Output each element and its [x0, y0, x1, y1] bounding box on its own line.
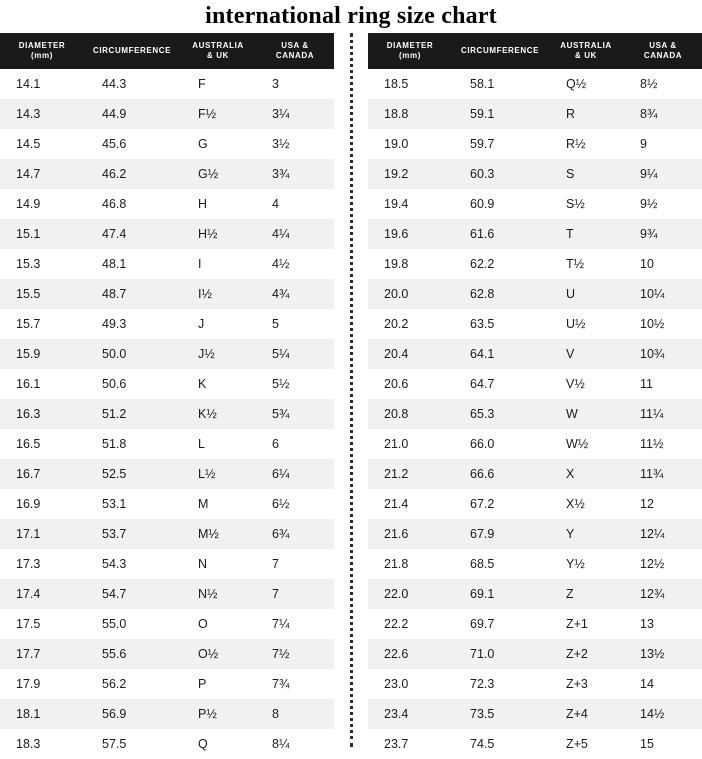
- table-cell: 7: [256, 579, 334, 609]
- table-cell: 4¾: [256, 279, 334, 309]
- right-table-head: [368, 33, 702, 69]
- header-usa-canada-line1: USA &: [649, 41, 677, 50]
- table-cell: I½: [180, 279, 256, 309]
- header-usa-canada-line2: CANADA: [275, 51, 315, 60]
- table-cell: M: [180, 489, 256, 519]
- table-cell: 71.0: [452, 639, 548, 669]
- dotted-line: [350, 33, 353, 747]
- table-cell: X: [548, 459, 624, 489]
- table-cell: 44.3: [84, 69, 180, 99]
- table-cell: Y½: [548, 549, 624, 579]
- table-cell: 18.8: [368, 99, 452, 129]
- table-cell: R½: [548, 129, 624, 159]
- table-cell: J½: [180, 339, 256, 369]
- table-row: [368, 429, 702, 459]
- table-cell: U½: [548, 309, 624, 339]
- table-cell: 21.8: [368, 549, 452, 579]
- table-cell: 15: [624, 729, 702, 759]
- table-cell: 13: [624, 609, 702, 639]
- table-cell: 64.7: [452, 369, 548, 399]
- table-cell: 15.7: [0, 309, 84, 339]
- table-cell: 62.2: [452, 249, 548, 279]
- table-row: [0, 669, 334, 699]
- table-cell: 17.5: [0, 609, 84, 639]
- header-australia-uk-line1: AUSTRALIA: [192, 41, 244, 50]
- table-row: [0, 729, 334, 759]
- table-cell: 55.0: [84, 609, 180, 639]
- table-cell: 6¾: [256, 519, 334, 549]
- left-table-wrap: [0, 33, 334, 759]
- table-cell: 7½: [256, 639, 334, 669]
- table-cell: 10¼: [624, 279, 702, 309]
- table-cell: 73.5: [452, 699, 548, 729]
- table-cell: S½: [548, 189, 624, 219]
- table-cell: 51.8: [84, 429, 180, 459]
- table-row: [368, 489, 702, 519]
- table-cell: 20.4: [368, 339, 452, 369]
- table-cell: 11¼: [624, 399, 702, 429]
- left-size-table: [0, 33, 334, 759]
- table-cell: 22.0: [368, 579, 452, 609]
- table-cell: K½: [180, 399, 256, 429]
- table-cell: 3¼: [256, 99, 334, 129]
- table-cell: 16.9: [0, 489, 84, 519]
- table-cell: 7¼: [256, 609, 334, 639]
- table-row: [0, 159, 334, 189]
- header-circumference: [452, 33, 548, 69]
- table-cell: 19.4: [368, 189, 452, 219]
- table-row: [368, 279, 702, 309]
- table-cell: S: [548, 159, 624, 189]
- table-cell: 16.3: [0, 399, 84, 429]
- table-cell: 15.1: [0, 219, 84, 249]
- table-cell: 3½: [256, 129, 334, 159]
- table-cell: 20.2: [368, 309, 452, 339]
- table-cell: 62.8: [452, 279, 548, 309]
- table-cell: 48.7: [84, 279, 180, 309]
- table-cell: 57.5: [84, 729, 180, 759]
- table-cell: 12½: [624, 549, 702, 579]
- table-cell: 23.0: [368, 669, 452, 699]
- table-row: [0, 249, 334, 279]
- table-cell: I: [180, 249, 256, 279]
- table-cell: W: [548, 399, 624, 429]
- table-cell: 9¼: [624, 159, 702, 189]
- table-cell: T½: [548, 249, 624, 279]
- table-cell: 67.2: [452, 489, 548, 519]
- left-header-row: [0, 33, 334, 69]
- table-cell: H½: [180, 219, 256, 249]
- table-cell: H: [180, 189, 256, 219]
- table-cell: Z+2: [548, 639, 624, 669]
- table-cell: 17.4: [0, 579, 84, 609]
- header-australia-uk: [180, 33, 256, 69]
- table-cell: 21.0: [368, 429, 452, 459]
- table-cell: 19.6: [368, 219, 452, 249]
- table-cell: Z+4: [548, 699, 624, 729]
- table-cell: 72.3: [452, 669, 548, 699]
- table-cell: 4¼: [256, 219, 334, 249]
- table-row: [0, 489, 334, 519]
- table-cell: 65.3: [452, 399, 548, 429]
- table-cell: 21.6: [368, 519, 452, 549]
- table-cell: 10¾: [624, 339, 702, 369]
- table-cell: 56.9: [84, 699, 180, 729]
- table-cell: 5¾: [256, 399, 334, 429]
- right-size-table: [368, 33, 702, 759]
- table-row: [0, 699, 334, 729]
- header-usa-canada-line2: CANADA: [643, 51, 683, 60]
- table-cell: Q½: [548, 69, 624, 99]
- table-cell: X½: [548, 489, 624, 519]
- table-row: [368, 549, 702, 579]
- table-cell: F½: [180, 99, 256, 129]
- right-table-body: [368, 69, 702, 759]
- table-cell: 14.5: [0, 129, 84, 159]
- table-cell: 61.6: [452, 219, 548, 249]
- table-cell: 8½: [624, 69, 702, 99]
- table-cell: 17.9: [0, 669, 84, 699]
- table-cell: 53.1: [84, 489, 180, 519]
- table-cell: 55.6: [84, 639, 180, 669]
- table-cell: 14.3: [0, 99, 84, 129]
- header-australia-uk: [548, 33, 624, 69]
- table-row: [368, 369, 702, 399]
- header-australia-uk-line2: & UK: [207, 51, 229, 60]
- table-cell: 6½: [256, 489, 334, 519]
- table-row: [0, 99, 334, 129]
- table-cell: 18.3: [0, 729, 84, 759]
- table-cell: J: [180, 309, 256, 339]
- table-row: [0, 369, 334, 399]
- table-cell: 12¾: [624, 579, 702, 609]
- table-cell: 74.5: [452, 729, 548, 759]
- table-cell: 8¾: [624, 99, 702, 129]
- table-cell: 14.1: [0, 69, 84, 99]
- table-cell: O: [180, 609, 256, 639]
- table-cell: 3¾: [256, 159, 334, 189]
- table-cell: 8¼: [256, 729, 334, 759]
- table-cell: 19.2: [368, 159, 452, 189]
- table-cell: 47.4: [84, 219, 180, 249]
- header-circumference-line1: CIRCUMFERENCE: [460, 46, 540, 55]
- table-cell: 20.8: [368, 399, 452, 429]
- table-cell: L½: [180, 459, 256, 489]
- table-cell: N½: [180, 579, 256, 609]
- table-row: [368, 339, 702, 369]
- table-cell: 22.2: [368, 609, 452, 639]
- table-cell: 49.3: [84, 309, 180, 339]
- header-usa-canada-line1: USA &: [281, 41, 309, 50]
- table-cell: 16.7: [0, 459, 84, 489]
- table-cell: 59.7: [452, 129, 548, 159]
- table-cell: 7¾: [256, 669, 334, 699]
- table-row: [0, 459, 334, 489]
- table-cell: G½: [180, 159, 256, 189]
- table-cell: 8: [256, 699, 334, 729]
- table-row: [0, 399, 334, 429]
- table-cell: 46.8: [84, 189, 180, 219]
- table-cell: K: [180, 369, 256, 399]
- table-row: [368, 159, 702, 189]
- table-cell: 9: [624, 129, 702, 159]
- table-cell: 14.7: [0, 159, 84, 189]
- header-usa-canada: [256, 33, 334, 69]
- table-cell: 46.2: [84, 159, 180, 189]
- header-diameter-line1: DIAMETER: [18, 41, 66, 50]
- table-cell: 23.4: [368, 699, 452, 729]
- table-cell: Y: [548, 519, 624, 549]
- table-cell: 20.0: [368, 279, 452, 309]
- table-cell: 19.0: [368, 129, 452, 159]
- table-cell: 50.0: [84, 339, 180, 369]
- table-cell: 54.7: [84, 579, 180, 609]
- table-cell: 17.3: [0, 549, 84, 579]
- table-cell: F: [180, 69, 256, 99]
- table-cell: 18.5: [368, 69, 452, 99]
- table-cell: V: [548, 339, 624, 369]
- header-diameter-line1: DIAMETER: [386, 41, 434, 50]
- table-cell: P½: [180, 699, 256, 729]
- tables-container: [0, 33, 702, 759]
- table-row: [0, 609, 334, 639]
- table-row: [0, 639, 334, 669]
- table-cell: 19.8: [368, 249, 452, 279]
- table-row: [0, 579, 334, 609]
- table-cell: 45.6: [84, 129, 180, 159]
- table-row: [368, 699, 702, 729]
- table-cell: Z+1: [548, 609, 624, 639]
- table-cell: 12: [624, 489, 702, 519]
- table-cell: M½: [180, 519, 256, 549]
- header-circumference-line1: CIRCUMFERENCE: [92, 46, 172, 55]
- table-cell: 9½: [624, 189, 702, 219]
- table-row: [0, 429, 334, 459]
- table-cell: 5¼: [256, 339, 334, 369]
- table-row: [368, 639, 702, 669]
- table-row: [0, 129, 334, 159]
- table-cell: 50.6: [84, 369, 180, 399]
- table-cell: 60.3: [452, 159, 548, 189]
- table-cell: 66.0: [452, 429, 548, 459]
- table-row: [368, 399, 702, 429]
- table-row: [368, 579, 702, 609]
- table-cell: 17.1: [0, 519, 84, 549]
- table-cell: Z: [548, 579, 624, 609]
- table-cell: 69.7: [452, 609, 548, 639]
- table-cell: 11½: [624, 429, 702, 459]
- table-cell: 6¼: [256, 459, 334, 489]
- left-table-head: [0, 33, 334, 69]
- vertical-dotted-divider: [334, 33, 368, 747]
- header-diameter: [0, 33, 84, 69]
- page-title: international ring size chart: [205, 3, 497, 29]
- table-row: [368, 99, 702, 129]
- table-cell: U: [548, 279, 624, 309]
- table-cell: 51.2: [84, 399, 180, 429]
- table-cell: Q: [180, 729, 256, 759]
- table-cell: 44.9: [84, 99, 180, 129]
- table-cell: N: [180, 549, 256, 579]
- table-cell: 67.9: [452, 519, 548, 549]
- table-row: [368, 129, 702, 159]
- right-header-row: [368, 33, 702, 69]
- table-row: [368, 609, 702, 639]
- table-cell: 66.6: [452, 459, 548, 489]
- table-row: [368, 729, 702, 759]
- table-cell: 56.2: [84, 669, 180, 699]
- table-cell: 58.1: [452, 69, 548, 99]
- table-row: [0, 189, 334, 219]
- right-table-wrap: [368, 33, 702, 759]
- table-row: [0, 339, 334, 369]
- table-cell: 69.1: [452, 579, 548, 609]
- table-cell: 60.9: [452, 189, 548, 219]
- table-row: [0, 69, 334, 99]
- table-cell: 10½: [624, 309, 702, 339]
- table-cell: 4: [256, 189, 334, 219]
- table-cell: Z+5: [548, 729, 624, 759]
- table-cell: 6: [256, 429, 334, 459]
- table-cell: 48.1: [84, 249, 180, 279]
- header-australia-uk-line2: & UK: [575, 51, 597, 60]
- table-cell: Z+3: [548, 669, 624, 699]
- table-cell: 59.1: [452, 99, 548, 129]
- table-cell: 68.5: [452, 549, 548, 579]
- table-cell: W½: [548, 429, 624, 459]
- table-row: [368, 309, 702, 339]
- table-row: [0, 219, 334, 249]
- table-cell: 4½: [256, 249, 334, 279]
- table-cell: 16.1: [0, 369, 84, 399]
- header-diameter-line2: (mm): [399, 51, 421, 60]
- table-cell: 18.1: [0, 699, 84, 729]
- header-diameter: [368, 33, 452, 69]
- table-cell: 21.2: [368, 459, 452, 489]
- table-row: [0, 519, 334, 549]
- table-row: [368, 189, 702, 219]
- table-cell: 17.7: [0, 639, 84, 669]
- table-row: [0, 309, 334, 339]
- table-cell: 13½: [624, 639, 702, 669]
- table-cell: 11¾: [624, 459, 702, 489]
- table-cell: 10: [624, 249, 702, 279]
- table-cell: T: [548, 219, 624, 249]
- table-cell: 20.6: [368, 369, 452, 399]
- left-table-body: [0, 69, 334, 759]
- table-cell: 9¾: [624, 219, 702, 249]
- table-cell: 11: [624, 369, 702, 399]
- table-cell: 23.7: [368, 729, 452, 759]
- header-circumference: [84, 33, 180, 69]
- header-australia-uk-line1: AUSTRALIA: [560, 41, 612, 50]
- table-row: [368, 519, 702, 549]
- table-cell: O½: [180, 639, 256, 669]
- table-cell: G: [180, 129, 256, 159]
- table-cell: 54.3: [84, 549, 180, 579]
- header-diameter-line2: (mm): [31, 51, 53, 60]
- table-cell: 14½: [624, 699, 702, 729]
- table-cell: 53.7: [84, 519, 180, 549]
- table-cell: V½: [548, 369, 624, 399]
- table-cell: 22.6: [368, 639, 452, 669]
- table-cell: 12¼: [624, 519, 702, 549]
- table-row: [0, 549, 334, 579]
- table-cell: 63.5: [452, 309, 548, 339]
- table-row: [368, 669, 702, 699]
- table-cell: 15.3: [0, 249, 84, 279]
- table-cell: 64.1: [452, 339, 548, 369]
- table-cell: 21.4: [368, 489, 452, 519]
- table-cell: 52.5: [84, 459, 180, 489]
- table-row: [368, 69, 702, 99]
- table-cell: P: [180, 669, 256, 699]
- table-cell: L: [180, 429, 256, 459]
- table-cell: 15.9: [0, 339, 84, 369]
- table-row: [0, 279, 334, 309]
- table-row: [368, 249, 702, 279]
- table-cell: 15.5: [0, 279, 84, 309]
- table-cell: 14.9: [0, 189, 84, 219]
- table-cell: 3: [256, 69, 334, 99]
- table-cell: 14: [624, 669, 702, 699]
- table-cell: 7: [256, 549, 334, 579]
- table-row: [368, 219, 702, 249]
- header-usa-canada: [624, 33, 702, 69]
- table-cell: R: [548, 99, 624, 129]
- table-cell: 5: [256, 309, 334, 339]
- table-row: [368, 459, 702, 489]
- table-cell: 16.5: [0, 429, 84, 459]
- table-cell: 5½: [256, 369, 334, 399]
